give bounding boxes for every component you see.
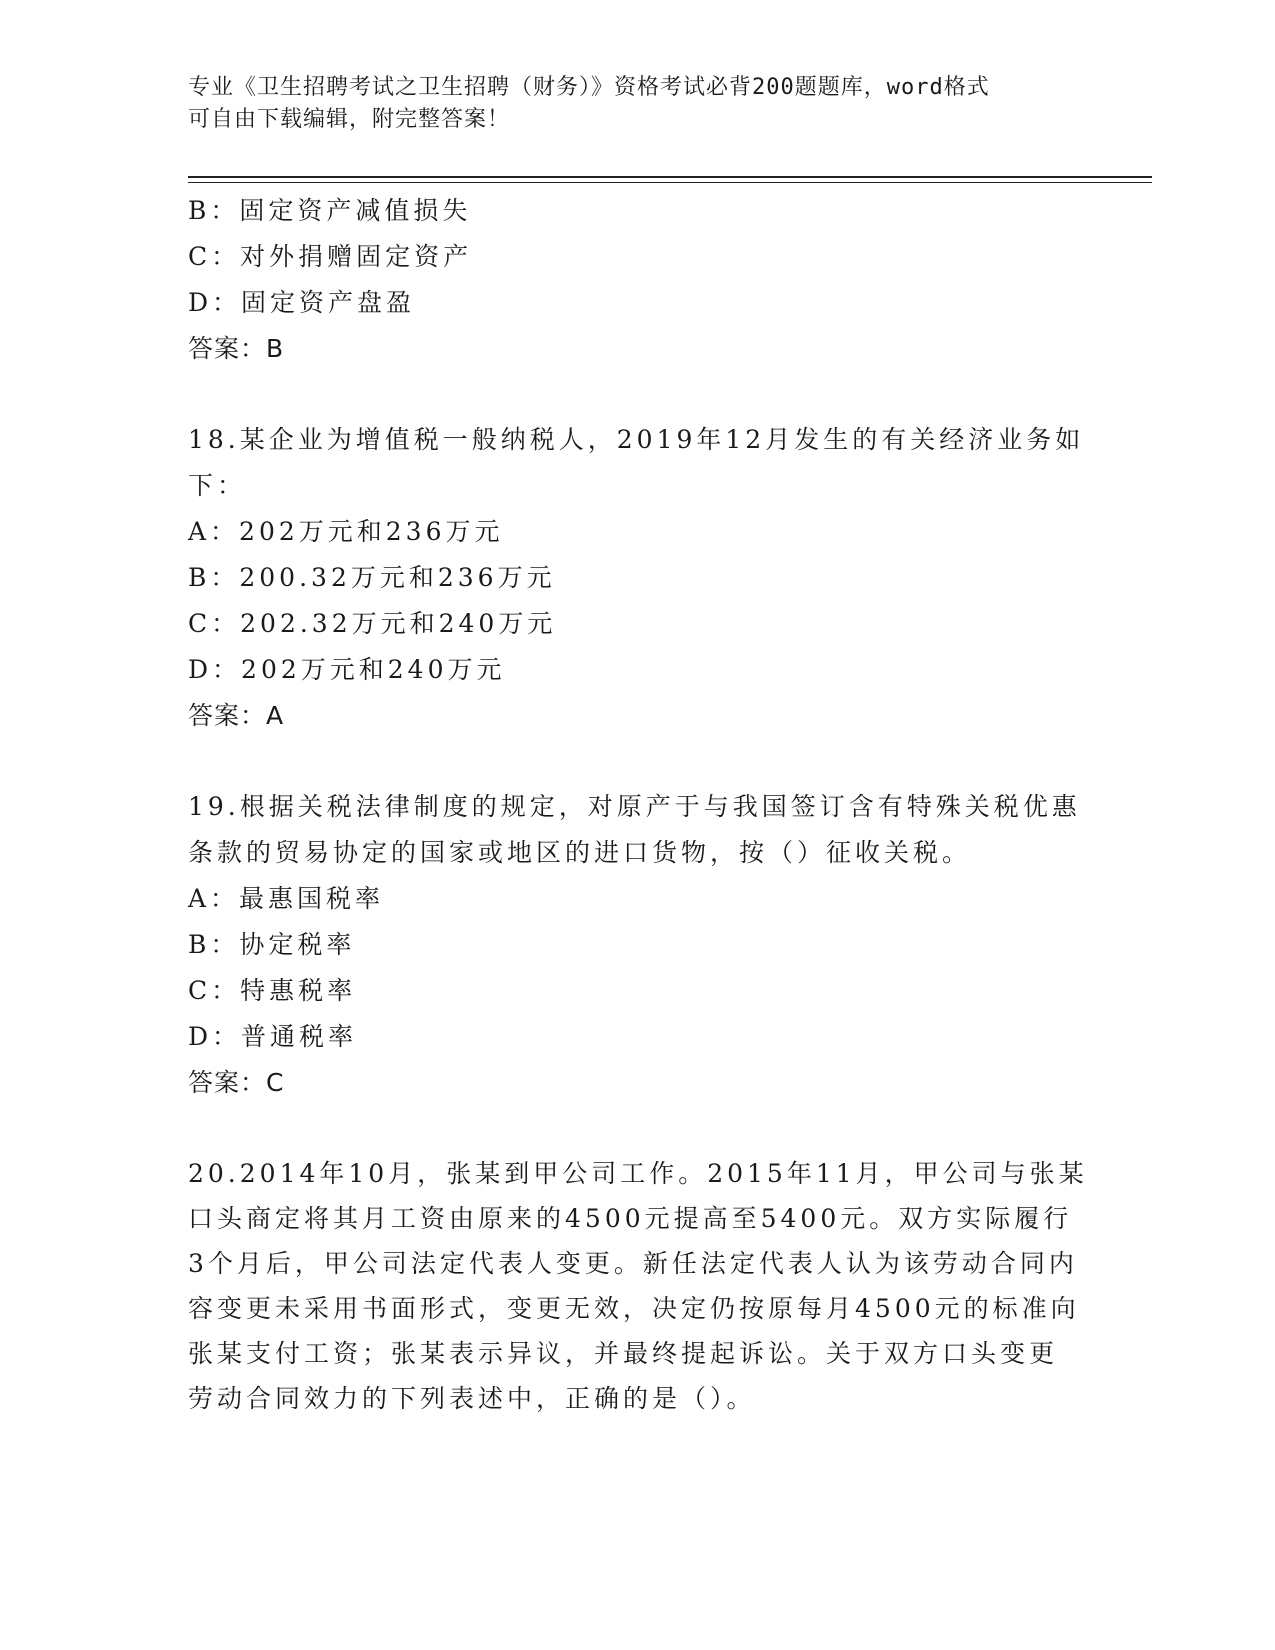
option-c: C：特惠税率 (188, 976, 357, 1005)
option-b: B：协定税率 (188, 930, 356, 959)
page-header (188, 72, 1068, 136)
option-d: D：普通税率 (188, 1022, 358, 1051)
header-rule-thick (188, 176, 1152, 178)
option-d: D：202万元和240万元 (188, 655, 506, 684)
option-d: D：固定资产盘盈 (188, 288, 416, 317)
spacer (188, 372, 1088, 417)
option-b: B：200.32万元和236万元 (188, 563, 556, 592)
document-body (188, 188, 1088, 1421)
question-17-continuation (188, 188, 1088, 372)
question-text-line: 20.2014年10月，张某到甲公司工作。2015年11月，甲公司与张某 (188, 1159, 1088, 1188)
answer-line: 答案：A (188, 701, 285, 730)
question-20 (188, 1151, 1088, 1421)
question-text-line: 下： (188, 471, 247, 500)
question-text-line: 口头商定将其月工资由原来的4500元提高至5400元。双方实际履行 (188, 1204, 1073, 1233)
spacer (188, 1106, 1088, 1151)
answer-line: 答案：C (188, 1068, 285, 1097)
option-a: A：202万元和236万元 (188, 517, 504, 546)
spacer (188, 739, 1088, 784)
question-text-line: 18.某企业为增值税一般纳税人，2019年12月发生的有关经济业务如 (188, 425, 1085, 454)
question-19 (188, 784, 1088, 1106)
question-text-line: 容变更未采用书面形式，变更无效，决定仍按原每月4500元的标准向 (188, 1294, 1080, 1323)
answer-line: 答案：B (188, 334, 285, 363)
header-line-1: 专业《卫生招聘考试之卫生招聘（财务）》资格考试必背200题题库，word格式 (188, 75, 990, 100)
question-text-line: 3个月后，甲公司法定代表人变更。新任法定代表人认为该劳动合同内 (188, 1249, 1078, 1278)
header-rule-thin (188, 182, 1152, 183)
option-b: B：固定资产减值损失 (188, 196, 472, 225)
question-text-line: 张某支付工资；张某表示异议，并最终提起诉讼。关于双方口头变更 (188, 1339, 1059, 1368)
question-text-line: 劳动合同效力的下列表述中，正确的是（）。 (188, 1384, 756, 1413)
question-text-line: 19.根据关税法律制度的规定，对原产于与我国签订含有特殊关税优惠 (188, 792, 1081, 821)
question-text-line: 条款的贸易协定的国家或地区的进口货物，按（）征收关税。 (188, 838, 972, 867)
header-line-2: 可自由下载编辑，附完整答案！ (188, 107, 511, 132)
question-18 (188, 417, 1088, 739)
option-c: C：202.32万元和240万元 (188, 609, 557, 638)
option-a: A：最惠国税率 (188, 884, 385, 913)
option-c: C：对外捐赠固定资产 (188, 242, 473, 271)
